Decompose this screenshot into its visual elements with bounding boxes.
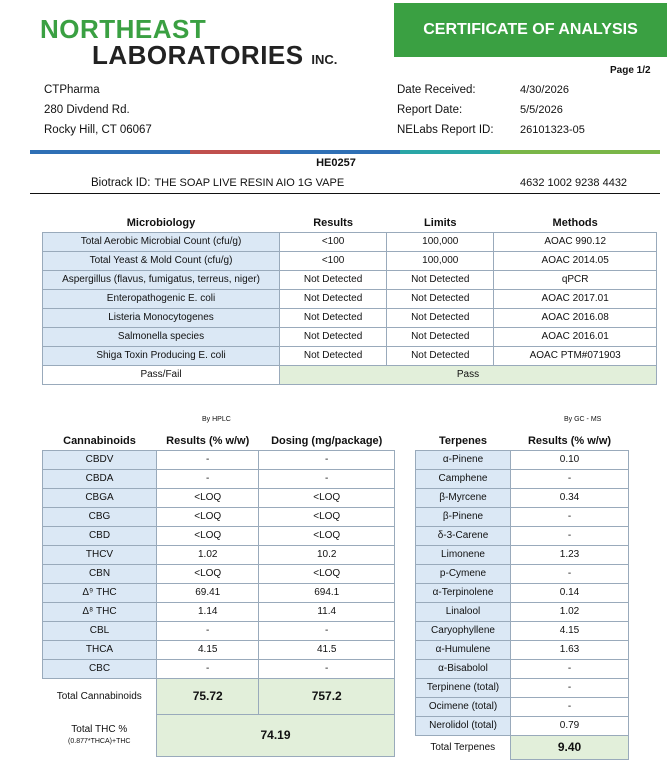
table-cell: 0.14 xyxy=(511,583,629,602)
table-cell: Not Detected xyxy=(387,308,494,327)
table-cell: Terpinene (total) xyxy=(416,678,511,697)
report-id-label: NELabs Report ID: xyxy=(397,124,494,136)
table-cell: <100 xyxy=(280,232,387,251)
table-cell: Salmonella species xyxy=(43,327,280,346)
table-cell: 0.10 xyxy=(511,450,629,469)
table-row xyxy=(416,678,629,697)
table-row xyxy=(43,469,395,488)
table-cell: 1.14 xyxy=(157,602,259,621)
gcms-note: By GC - MS xyxy=(564,416,602,423)
table-cell: - xyxy=(157,621,259,640)
table-row xyxy=(43,251,657,270)
table-cell: CBDV xyxy=(43,450,157,469)
client-address2: Rocky Hill, CT 06067 xyxy=(44,124,152,136)
table-row xyxy=(43,232,657,251)
table-cell: - xyxy=(511,678,629,697)
table-cell: Total Aerobic Microbial Count (cfu/g) xyxy=(43,232,280,251)
table-cell: α-Terpinolene xyxy=(416,583,511,602)
table-cell: δ-3-Carene xyxy=(416,526,511,545)
micro-header: Results xyxy=(313,216,353,229)
table-cell: 100,000 xyxy=(387,251,494,270)
table-cell: THCV xyxy=(43,545,157,564)
table-row xyxy=(416,545,629,564)
total-thc-label xyxy=(43,714,157,756)
table-cell: - xyxy=(511,697,629,716)
table-cell: Shiga Toxin Producing E. coli xyxy=(43,346,280,365)
table-row xyxy=(416,450,629,469)
table-cell: AOAC 990.12 xyxy=(494,232,657,251)
total-cann-pct: 75.72 xyxy=(157,678,259,714)
table-cell: AOAC 2016.01 xyxy=(494,327,657,346)
table-cell: Not Detected xyxy=(387,289,494,308)
table-cell: Enteropathogenic E. coli xyxy=(43,289,280,308)
terp-header: Terpenes xyxy=(438,434,488,447)
terpenes-table xyxy=(415,432,629,760)
table-cell: <LOQ xyxy=(259,526,395,545)
table-cell: <LOQ xyxy=(259,507,395,526)
table-row xyxy=(416,716,629,735)
logo-inc: INC. xyxy=(311,52,338,67)
table-cell: β-Myrcene xyxy=(416,488,511,507)
table-cell: <LOQ xyxy=(157,526,259,545)
table-cell: - xyxy=(157,469,259,488)
table-row xyxy=(43,526,395,545)
table-row xyxy=(43,640,395,659)
thc-label: Total THC % xyxy=(71,724,128,735)
table-cell: 0.79 xyxy=(511,716,629,735)
micro-header: Microbiology xyxy=(126,216,196,229)
table-cell: α-Bisabolol xyxy=(416,659,511,678)
table-cell: - xyxy=(511,564,629,583)
table-cell: Linalool xyxy=(416,602,511,621)
table-cell: - xyxy=(259,621,395,640)
client-name: CTPharma xyxy=(44,84,100,96)
table-cell: - xyxy=(259,659,395,678)
table-row xyxy=(43,545,395,564)
table-cell: - xyxy=(511,659,629,678)
table-cell: 0.34 xyxy=(511,488,629,507)
table-cell: CBGA xyxy=(43,488,157,507)
page-number: Page 1/2 xyxy=(610,65,651,76)
table-cell: 11.4 xyxy=(259,602,395,621)
table-cell: <LOQ xyxy=(259,564,395,583)
table-cell: 41.5 xyxy=(259,640,395,659)
date-received: 4/30/2026 xyxy=(520,84,569,96)
table-cell: Not Detected xyxy=(387,327,494,346)
table-cell: Listeria Monocytogenes xyxy=(43,308,280,327)
table-cell: Not Detected xyxy=(280,270,387,289)
table-cell: <LOQ xyxy=(157,564,259,583)
table-row xyxy=(416,602,629,621)
table-cell: Total Yeast & Mold Count (cfu/g) xyxy=(43,251,280,270)
table-row xyxy=(43,289,657,308)
table-cell: CBN xyxy=(43,564,157,583)
table-cell: CBD xyxy=(43,526,157,545)
table-cell: qPCR xyxy=(494,270,657,289)
table-cell: Not Detected xyxy=(280,308,387,327)
table-cell: - xyxy=(157,659,259,678)
certificate-title: CERTIFICATE OF ANALYSIS xyxy=(394,3,667,57)
microbiology-table xyxy=(42,214,657,385)
biotrack-label: Biotrack ID: xyxy=(91,177,151,189)
table-cell: Not Detected xyxy=(387,270,494,289)
color-bar-1 xyxy=(30,150,190,154)
table-row xyxy=(416,507,629,526)
table-cell: 100,000 xyxy=(387,232,494,251)
table-cell: 1.02 xyxy=(511,602,629,621)
table-cell: AOAC 2016.08 xyxy=(494,308,657,327)
table-row xyxy=(43,602,395,621)
table-cell: <100 xyxy=(280,251,387,270)
table-cell: AOAC PTM#071903 xyxy=(494,346,657,365)
report-labels xyxy=(397,80,494,140)
table-cell: 4.15 xyxy=(157,640,259,659)
table-row xyxy=(416,697,629,716)
table-row xyxy=(43,564,395,583)
cann-header: Cannabinoids xyxy=(63,434,136,447)
cann-header: Dosing (mg/package) xyxy=(271,434,383,447)
table-row xyxy=(416,564,629,583)
table-row xyxy=(43,507,395,526)
color-bar-5 xyxy=(500,150,660,154)
report-values xyxy=(520,80,585,140)
table-cell: - xyxy=(259,469,395,488)
table-cell: β-Pinene xyxy=(416,507,511,526)
total-cann-label: Total Cannabinoids xyxy=(56,690,142,702)
table-cell: Ocimene (total) xyxy=(416,697,511,716)
table-cell: Limonene xyxy=(416,545,511,564)
table-cell: CBL xyxy=(43,621,157,640)
table-cell: 1.02 xyxy=(157,545,259,564)
table-row xyxy=(416,583,629,602)
table-cell: 1.23 xyxy=(511,545,629,564)
table-cell: 1.63 xyxy=(511,640,629,659)
table-cell: CBDA xyxy=(43,469,157,488)
date-received-label: Date Received: xyxy=(397,84,476,96)
micro-header: Limits xyxy=(424,216,457,229)
thc-note: (0.877*THCA)+THC xyxy=(68,738,131,745)
passfail-value: Pass xyxy=(280,365,657,384)
table-row xyxy=(43,621,395,640)
table-cell: 69.41 xyxy=(157,583,259,602)
table-cell: 4.15 xyxy=(511,621,629,640)
table-row xyxy=(43,583,395,602)
table-row xyxy=(416,469,629,488)
table-cell: Aspergillus (flavus, fumigatus, terreus, niger) xyxy=(43,270,280,289)
table-cell: α-Pinene xyxy=(416,450,511,469)
table-cell: p-Cymene xyxy=(416,564,511,583)
report-id: 26101323-05 xyxy=(520,124,585,136)
table-cell: α-Humulene xyxy=(416,640,511,659)
table-cell: CBG xyxy=(43,507,157,526)
table-row xyxy=(43,308,657,327)
table-row xyxy=(416,526,629,545)
table-row xyxy=(43,659,395,678)
biotrack-code: 4632 1002 9238 4432 xyxy=(520,177,628,189)
table-cell: <LOQ xyxy=(157,507,259,526)
logo-laboratories-text: LABORATORIES xyxy=(92,40,304,70)
table-cell: <LOQ xyxy=(259,488,395,507)
table-row xyxy=(43,270,657,289)
micro-header: Methods xyxy=(552,216,598,229)
product-name: THE SOAP LIVE RESIN AIO 1G VAPE xyxy=(154,177,345,189)
table-cell: Not Detected xyxy=(280,327,387,346)
biotrack xyxy=(91,177,344,189)
logo-northeast: NORTHEAST xyxy=(40,14,207,44)
table-cell: Nerolidol (total) xyxy=(416,716,511,735)
table-cell: Caryophyllene xyxy=(416,621,511,640)
table-row xyxy=(43,450,395,469)
table-row xyxy=(43,488,395,507)
table-cell: CBC xyxy=(43,659,157,678)
client-address1: 280 Divdend Rd. xyxy=(44,104,130,116)
table-cell: Δ⁹ THC xyxy=(43,583,157,602)
table-cell: AOAC 2017.01 xyxy=(494,289,657,308)
total-terp-label: Total Terpenes xyxy=(430,741,496,753)
logo-laboratories xyxy=(92,40,337,71)
table-row xyxy=(43,327,657,346)
table-cell: THCA xyxy=(43,640,157,659)
table-cell: - xyxy=(511,469,629,488)
cannabinoids-table xyxy=(42,432,395,757)
passfail-label: Pass/Fail xyxy=(43,365,280,384)
terp-header: Results (% w/w) xyxy=(527,434,612,447)
hplc-note: By HPLC xyxy=(202,416,231,423)
color-bar-4 xyxy=(400,150,500,154)
table-row xyxy=(416,488,629,507)
total-thc-value: 74.19 xyxy=(157,714,395,756)
table-cell: Not Detected xyxy=(387,346,494,365)
table-cell: AOAC 2014.05 xyxy=(494,251,657,270)
report-date: 5/5/2026 xyxy=(520,104,563,116)
table-cell: Δ⁸ THC xyxy=(43,602,157,621)
table-cell: - xyxy=(157,450,259,469)
sample-id: HE0257 xyxy=(316,157,356,169)
report-date-label: Report Date: xyxy=(397,104,463,116)
divider xyxy=(30,193,660,194)
table-cell: 10.2 xyxy=(259,545,395,564)
table-cell: 694.1 xyxy=(259,583,395,602)
client-block xyxy=(44,80,152,140)
table-row xyxy=(43,346,657,365)
table-cell: Not Detected xyxy=(280,346,387,365)
table-cell: - xyxy=(511,526,629,545)
cann-header: Results (% w/w) xyxy=(166,434,250,447)
table-cell: - xyxy=(511,507,629,526)
color-bar-2 xyxy=(190,150,280,154)
table-row xyxy=(416,621,629,640)
color-bar-3 xyxy=(280,150,400,154)
table-cell: Camphene xyxy=(416,469,511,488)
table-cell: <LOQ xyxy=(157,488,259,507)
total-cann-mg: 757.2 xyxy=(259,678,395,714)
table-row xyxy=(416,640,629,659)
total-terp-value: 9.40 xyxy=(511,735,629,759)
table-cell: Not Detected xyxy=(280,289,387,308)
table-row xyxy=(416,659,629,678)
table-cell: - xyxy=(259,450,395,469)
